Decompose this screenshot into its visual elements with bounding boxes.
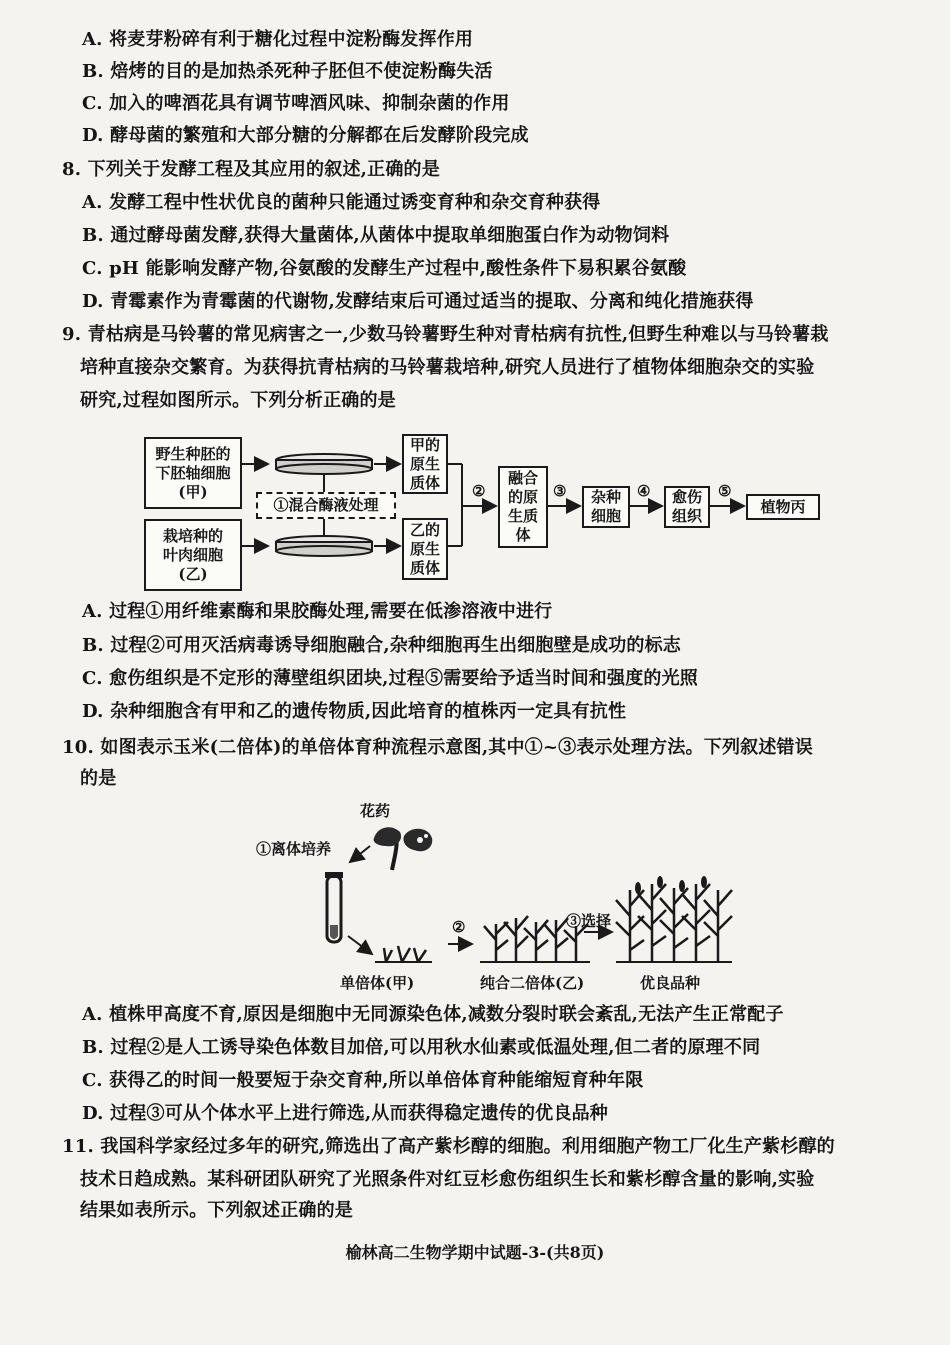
q8-stem: 8. 下列关于发酵工程及其应用的叙述,正确的是 bbox=[62, 159, 440, 180]
q10-option-a: A. 植株甲高度不育,原因是细胞中无同源染色体,减数分裂时联会紊乱,无法产生正常配子 bbox=[82, 1004, 784, 1025]
q11-stem-line-3: 结果如表所示。下列叙述正确的是 bbox=[80, 1200, 353, 1221]
anther-label: 花药 bbox=[360, 802, 391, 820]
step-3-label-q10: ③选择 bbox=[566, 912, 612, 930]
q11-stem-line-1: 11. 我国科学家经过多年的研究,筛选出了高产紫杉醇的细胞。利用细胞产物工厂化生产紫杉醇的 bbox=[62, 1136, 835, 1157]
variety-label: 优良品种 bbox=[640, 974, 701, 992]
step-2-label: ② bbox=[472, 482, 486, 500]
hybrid-cell-box: 杂种 细胞 bbox=[582, 486, 630, 528]
q8-option-d: D. 青霉素作为青霉菌的代谢物,发酵结束后可通过适当的提取、分离和纯化措施获得 bbox=[82, 291, 754, 312]
wild-species-cell-box: 野生种胚的 下胚轴细胞 (甲) bbox=[144, 437, 242, 509]
q10-option-b: B. 过程②是人工诱导染色体数目加倍,可以用秋水仙素或低温处理,但二者的原理不同 bbox=[82, 1037, 761, 1058]
haploid-label: 单倍体(甲) bbox=[340, 974, 415, 992]
haploid-seedlings-icon bbox=[375, 946, 432, 962]
q8-option-b: B. 通过酵母菌发酵,获得大量菌体,从菌体中提取单细胞蛋白作为动物饲料 bbox=[82, 225, 670, 246]
diploid-label: 纯合二倍体(乙) bbox=[480, 974, 585, 992]
callus-box: 愈伤 组织 bbox=[664, 486, 710, 528]
q7-option-a: A. 将麦芽粉碎有利于糖化过程中淀粉酶发挥作用 bbox=[82, 29, 474, 50]
q9-option-a: A. 过程①用纤维素酶和果胶酶处理,需要在低渗溶液中进行 bbox=[82, 601, 553, 622]
q10-option-c: C. 获得乙的时间一般要短于杂交育种,所以单倍体育种能缩短育种年限 bbox=[82, 1070, 644, 1091]
q8-option-c: C. pH 能影响发酵产物,谷氨酸的发酵生产过程中,酸性条件下易积累谷氨酸 bbox=[82, 258, 687, 279]
q9-stem-line-2: 培种直接杂交繁育。为获得抗青枯病的马铃薯栽培种,研究人员进行了植物体细胞杂交的实验 bbox=[80, 357, 815, 378]
q7-option-b: B. 焙烤的目的是加热杀死种子胚但不使淀粉酶失活 bbox=[82, 61, 493, 82]
test-tube-icon bbox=[325, 872, 343, 942]
anther-icon bbox=[374, 827, 433, 870]
q9-option-c: C. 愈伤组织是不定形的薄壁组织团块,过程⑤需要给予适当时间和强度的光照 bbox=[82, 668, 699, 689]
cultivar-cell-box: 栽培种的 叶肉细胞 (乙) bbox=[144, 519, 242, 591]
step-4-label: ④ bbox=[637, 482, 651, 500]
q9-option-b: B. 过程②可用灭活病毒诱导细胞融合,杂种细胞再生出细胞壁是成功的标志 bbox=[82, 635, 682, 656]
step-5-label: ⑤ bbox=[718, 482, 732, 500]
q11-stem-line-2: 技术日趋成熟。某科研团队研究了光照条件对红豆杉愈伤组织生长和紫杉醇含量的影响,实验 bbox=[80, 1169, 815, 1190]
page-footer: 榆林高二生物学期中试题-3-(共8页) bbox=[345, 1243, 605, 1262]
q10-stem-line-2: 的是 bbox=[80, 768, 117, 789]
step-2-label-q10: ② bbox=[452, 918, 466, 936]
q7-option-c: C. 加入的啤酒花具有调节啤酒风味、抑制杂菌的作用 bbox=[82, 93, 510, 114]
q10-option-d: D. 过程③可从个体水平上进行筛选,从而获得稳定遗传的优良品种 bbox=[82, 1103, 608, 1124]
step-1-label: ①离体培养 bbox=[256, 840, 332, 858]
q10-stem-line-1: 10. 如图表示玉米(二倍体)的单倍体育种流程示意图,其中①~③表示处理方法。下列叙述错误 bbox=[62, 737, 813, 758]
fused-protoplast-box: 融合 的原 生质 体 bbox=[498, 466, 548, 548]
enzyme-treatment-box: ①混合酶液处理 bbox=[256, 492, 396, 519]
superior-variety-plants-icon bbox=[616, 876, 732, 962]
protoplast-b-box: 乙的 原生 质体 bbox=[402, 518, 448, 580]
q9-option-d: D. 杂种细胞含有甲和乙的遗传物质,因此培育的植株丙一定具有抗性 bbox=[82, 701, 627, 722]
plant-c-box: 植物丙 bbox=[746, 494, 820, 520]
q8-option-a: A. 发酵工程中性状优良的菌种只能通过诱变育种和杂交育种获得 bbox=[82, 192, 601, 213]
step-3-label: ③ bbox=[553, 482, 567, 500]
q9-stem-line-3: 研究,过程如图所示。下列分析正确的是 bbox=[80, 390, 396, 411]
q7-option-d: D. 酵母菌的繁殖和大部分糖的分解都在后发酵阶段完成 bbox=[82, 125, 529, 146]
protoplast-a-box: 甲的 原生 质体 bbox=[402, 434, 448, 494]
q9-stem-line-1: 9. 青枯病是马铃薯的常见病害之一,少数马铃薯野生种对青枯病有抗性,但野生种难以与马铃薯栽 bbox=[62, 324, 829, 345]
